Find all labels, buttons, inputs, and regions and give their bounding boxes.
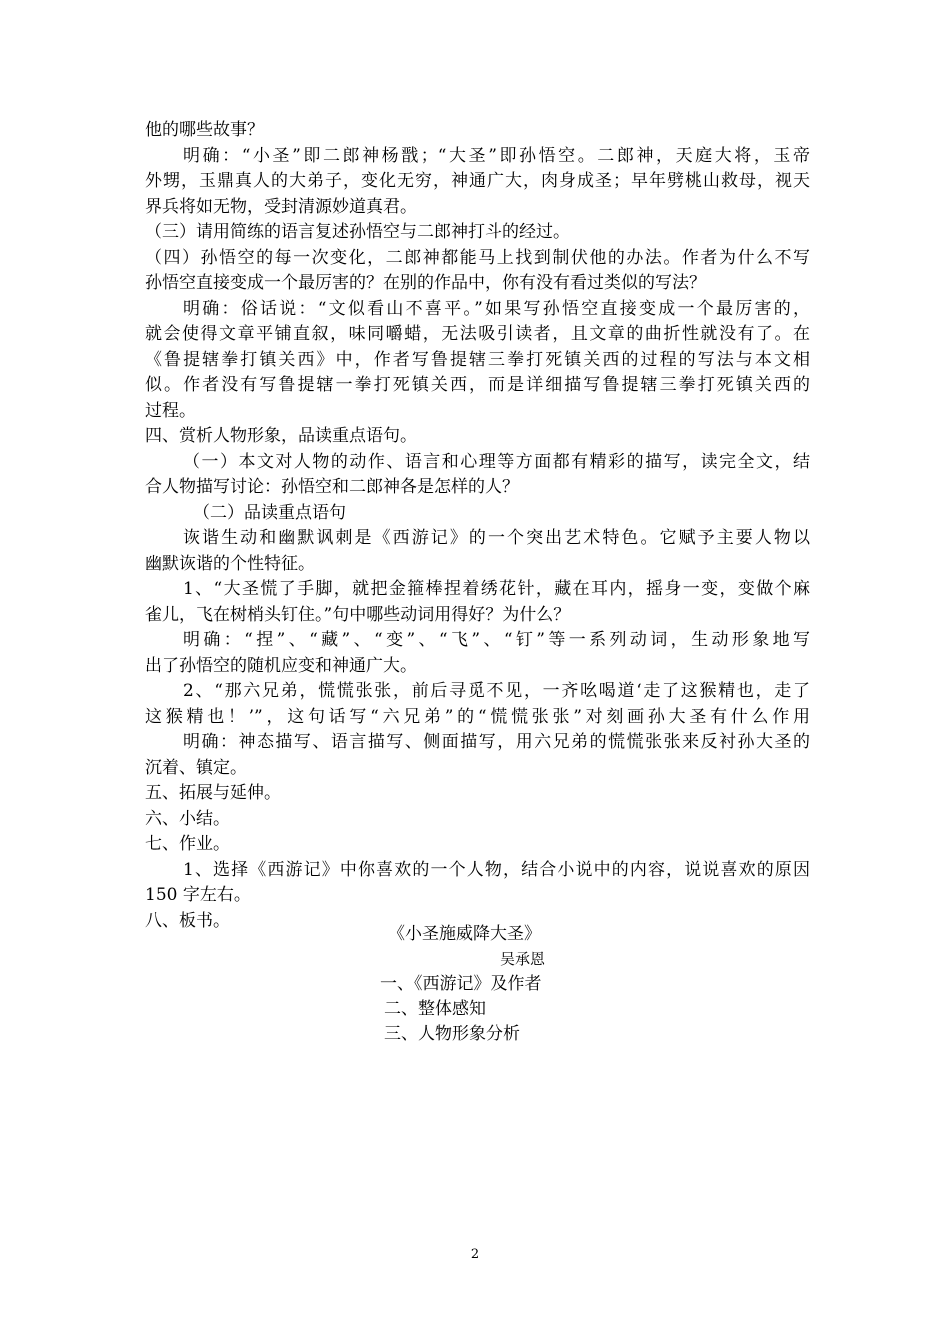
text-line: 过程。 [145, 400, 196, 421]
document-body [145, 118, 810, 934]
text-line: 外甥，玉鼎真人的大弟子，变化无穷，神通广大，肉身成圣；早年劈桃山救母，视天 [145, 171, 810, 191]
text-line: 幽默诙谐的个性特征。 [145, 553, 315, 574]
text-line: 似。作者没有写鲁提辖一拳打死镇关西，而是详细描写鲁提辖三拳打死镇关西的 [145, 375, 810, 395]
text-line: 1、选择《西游记》中你喜欢的一个人物，结合小说中的内容，说说喜欢的原因 [183, 859, 810, 880]
section-heading: 四、赏析人物形象，品读重点语句。 [145, 426, 417, 446]
text-line: 《鲁提辖拳打镇关西》中，作者写鲁提辖三拳打死镇关西的过程的写法与本文相 [145, 349, 810, 370]
section-heading: 七、作业。 [145, 834, 230, 854]
text-line: （三）请用简练的语言复述孙悟空与二郎神打斗的经过。 [145, 222, 570, 242]
text-line: 明确：“捏”、“藏”、“变”、“飞”、“钉”等一系列动词，生动形象地写 [183, 630, 810, 650]
text-line: 孙悟空直接变成一个最厉害的？在别的作品中，你有没有看过类似的写法？ [145, 273, 706, 293]
text-line: 沉着、镇定。 [145, 757, 247, 778]
section-heading: 六、小结。 [145, 808, 230, 829]
text-line: 雀儿，飞在树梢头钉住。”句中哪些动词用得好？为什么？ [145, 604, 571, 625]
text-line: （四）孙悟空的每一次变化，二郎神都能马上找到制伏他的办法。作者为什么不写 [145, 247, 810, 268]
text-line: （二）品读重点语句 [193, 502, 346, 523]
section-heading: 八、板书。 [145, 910, 230, 931]
text-line: 诙谐生动和幽默讽刺是《西游记》的一个突出艺术特色。它赋予主要人物以 [183, 528, 810, 548]
section-heading: 五、拓展与延伸。 [145, 783, 281, 803]
board-title: 《小圣施威降大圣》 [388, 924, 541, 944]
text-line: 明确：“小圣”即二郎神杨戬；“大圣”即孙悟空。二郎神，天庭大将，玉帝 [183, 145, 810, 166]
text-line: 明确：俗话说：“文似看山不喜平。”如果写孙悟空直接变成一个最厉害的， [183, 298, 810, 319]
board-item: 三、人物形象分析 [384, 1024, 520, 1044]
board-author: 吴承恩 [500, 950, 546, 968]
board-item: 一、《西游记》及作者 [380, 974, 542, 994]
text-line: 这猴精也！’”，这句话写“六兄弟”的“慌慌张张”对刻画孙大圣有什么作用 [145, 706, 810, 727]
page-number: 2 [470, 1247, 480, 1262]
board-item: 二、整体感知 [384, 999, 486, 1019]
text-line: 2、“那六兄弟，慌慌张张，前后寻觅不见，一齐吆喝道‘走了这猴精也，走了 [183, 681, 810, 701]
text-line: （一）本文对人物的动作、语言和心理等方面都有精彩的描写，读完全文，结 [183, 451, 810, 472]
text-line: 就会使得文章平铺直叙，味同嚼蜡，无法吸引读者，且文章的曲折性就没有了。在 [145, 324, 810, 344]
text-line: 合人物描写讨论：孙悟空和二郎神各是怎样的人？ [145, 477, 519, 497]
text-line: 150 字左右。 [145, 885, 251, 905]
text-line: 他的哪些故事？ [145, 120, 264, 140]
text-line: 出了孙悟空的随机应变和神通广大。 [145, 655, 417, 676]
text-line: 明确：神态描写、语言描写、侧面描写，用六兄弟的慌慌张张来反衬孙大圣的 [183, 732, 810, 752]
text-line: 界兵将如无物，受封清源妙道真君。 [145, 196, 417, 217]
text-line: 1、“大圣慌了手脚，就把金箍棒捏着绣花针，藏在耳内，摇身一变，变做个麻 [183, 579, 810, 599]
